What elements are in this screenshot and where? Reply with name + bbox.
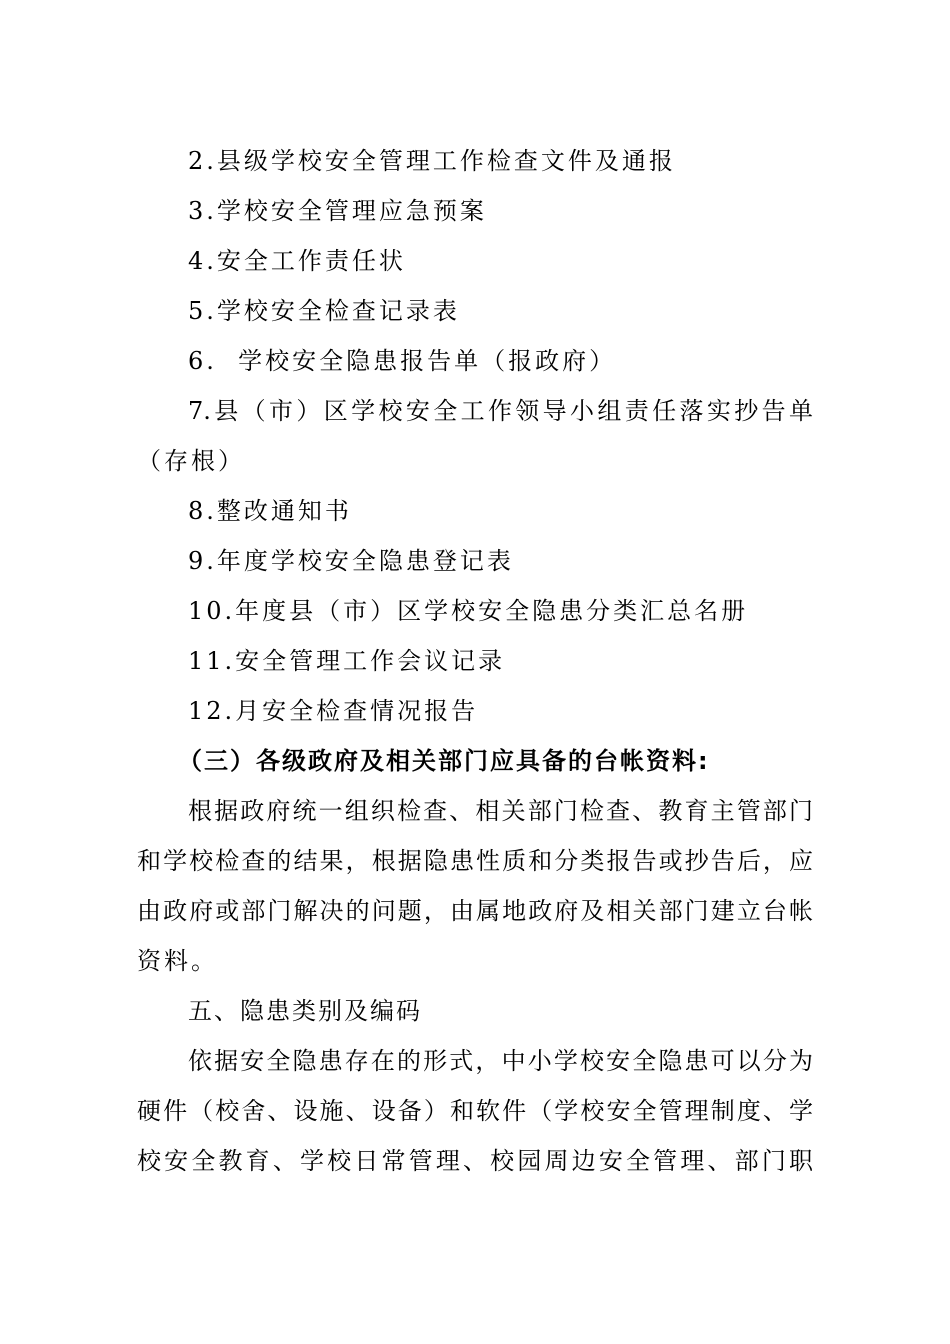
list-item-7-line-1: 7.县（市）区学校安全工作领导小组责任落实抄告单 (188, 397, 813, 425)
list-item-7-line-2: （存根） (137, 447, 245, 475)
list-item-2: 2.县级学校安全管理工作检查文件及通报 (188, 147, 676, 175)
list-item-3: 3.学校安全管理应急预案 (188, 197, 487, 225)
list-item-6: 6. 学校安全隐患报告单（报政府） (188, 347, 617, 375)
list-item-9: 9.年度学校安全隐患登记表 (188, 547, 514, 575)
section-3-paragraph-line-4: 资料。 (137, 947, 218, 975)
section-3-paragraph-line-1: 根据政府统一组织检查、相关部门检查、教育主管部门 (188, 797, 813, 825)
list-item-10: 10.年度县（市）区学校安全隐患分类汇总名册 (188, 597, 749, 625)
list-item-11: 11.安全管理工作会议记录 (188, 647, 506, 675)
section-5-heading: 五、隐患类别及编码 (188, 997, 422, 1025)
list-item-12: 12.月安全检查情况报告 (188, 697, 479, 725)
section-5-paragraph-line-2: 硬件（校舍、设施、设备）和软件（学校安全管理制度、学 (137, 1097, 813, 1125)
section-5-paragraph-line-3: 校安全教育、学校日常管理、校园周边安全管理、部门职 (137, 1147, 813, 1175)
section-5-paragraph-line-1: 依据安全隐患存在的形式，中小学校安全隐患可以分为 (188, 1047, 813, 1075)
section-3-paragraph-line-3: 由政府或部门解决的问题，由属地政府及相关部门建立台帐 (137, 897, 813, 925)
list-item-5: 5.学校安全检查记录表 (188, 297, 460, 325)
list-item-4: 4.安全工作责任状 (188, 247, 406, 275)
section-3-paragraph-line-2: 和学校检查的结果，根据隐患性质和分类报告或抄告后，应 (137, 847, 813, 875)
section-3-heading: （三）各级政府及相关部门应具备的台帐资料: (178, 747, 710, 775)
list-item-8: 8.整改通知书 (188, 497, 352, 525)
